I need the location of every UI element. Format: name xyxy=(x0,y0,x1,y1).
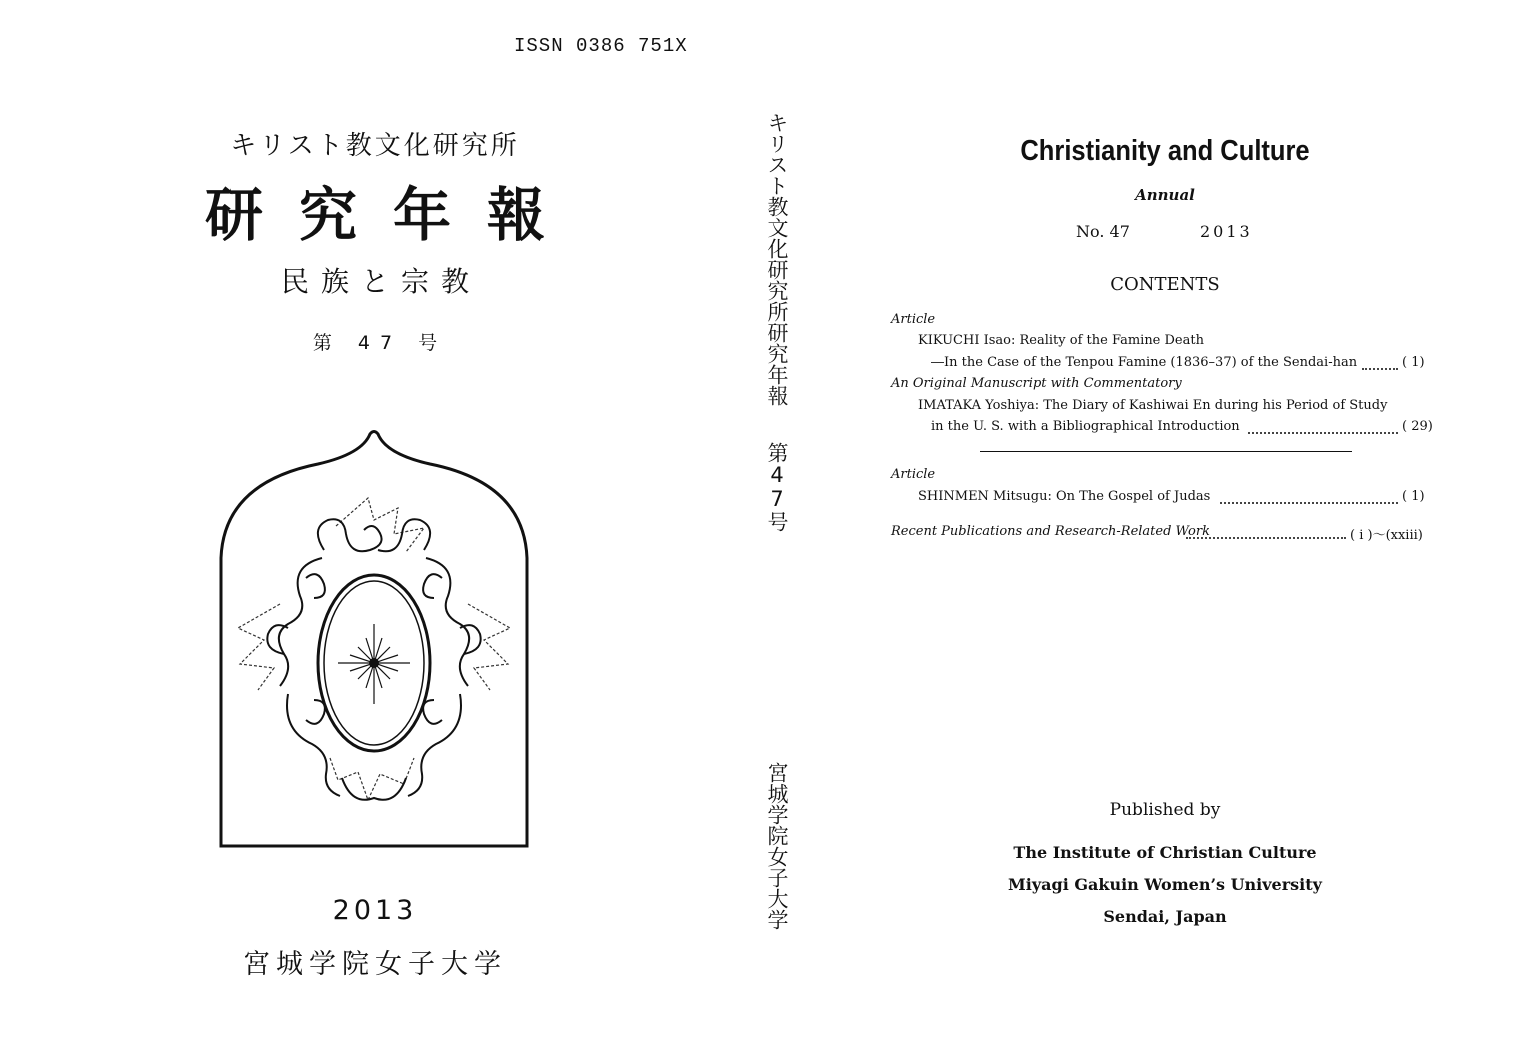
journal-title-jp: 研究年報 xyxy=(204,181,581,249)
toc-entry-subtitle: in the U. S. with a Bibliographical Introduction xyxy=(931,419,1240,434)
toc-page-number: ( 1) xyxy=(1402,489,1425,504)
institute-name-jp: キリスト教文化研究所 xyxy=(230,131,520,161)
issue-number-jp: 第 47 号 xyxy=(312,332,448,354)
toc-leader-dots xyxy=(1220,502,1398,504)
spine-issue-number: 第47号 xyxy=(765,442,789,532)
toc-page-number: ( 1) xyxy=(1402,355,1425,370)
contents-heading: CONTENTS xyxy=(1110,274,1220,295)
toc-leader-dots xyxy=(1248,432,1398,434)
spine-university: 宮城学院女子大学 xyxy=(765,762,789,930)
publisher-location: Sendai, Japan xyxy=(1103,907,1227,926)
journal-subtitle-jp: 民族と宗教 xyxy=(280,265,481,298)
toc-section-label: Article xyxy=(891,467,936,482)
issn-number: ISSN 0386 751X xyxy=(514,35,688,57)
toc-entry-title: IMATAKA Yoshiya: The Diary of Kashiwai En during his Period of Study xyxy=(918,398,1388,413)
issue-number-en: No. 47 xyxy=(1076,222,1130,241)
spine-title: キリスト教文化研究所研究年報 xyxy=(765,112,789,406)
toc-entry-title: KIKUCHI Isao: Reality of the Famine Death xyxy=(918,333,1204,348)
section-divider xyxy=(980,451,1352,452)
toc-page-number: ( 29) xyxy=(1402,419,1433,434)
journal-annual-label: Annual xyxy=(1135,186,1195,204)
university-name-jp: 宮城学院女子大学 xyxy=(243,949,507,980)
toc-leader-dots xyxy=(1362,368,1398,370)
toc-page-number: ( i )～(xxiii) xyxy=(1350,528,1423,543)
publisher-institute: The Institute of Christian Culture xyxy=(1013,843,1317,862)
toc-section-label: An Original Manuscript with Commentatory xyxy=(891,376,1182,391)
toc-leader-dots xyxy=(1186,537,1346,539)
published-by-label: Published by xyxy=(1109,800,1221,820)
publication-year-en: 2013 xyxy=(1200,222,1253,241)
journal-title-en: Christianity and Culture xyxy=(1020,135,1310,167)
toc-section-label: Recent Publications and Research-Related Work xyxy=(891,524,1210,539)
toc-entry-subtitle: ―In the Case of the Tenpou Famine (1836–37) of the Sendai-han xyxy=(931,355,1358,370)
publication-year-front: 2013 xyxy=(332,895,418,926)
toc-section-label: Article xyxy=(891,312,936,327)
ornamental-frame-emblem xyxy=(218,428,530,848)
publisher-university: Miyagi Gakuin Women’s University xyxy=(1008,875,1322,894)
toc-entry-title: SHINMEN Mitsugu: On The Gospel of Judas xyxy=(918,489,1211,504)
